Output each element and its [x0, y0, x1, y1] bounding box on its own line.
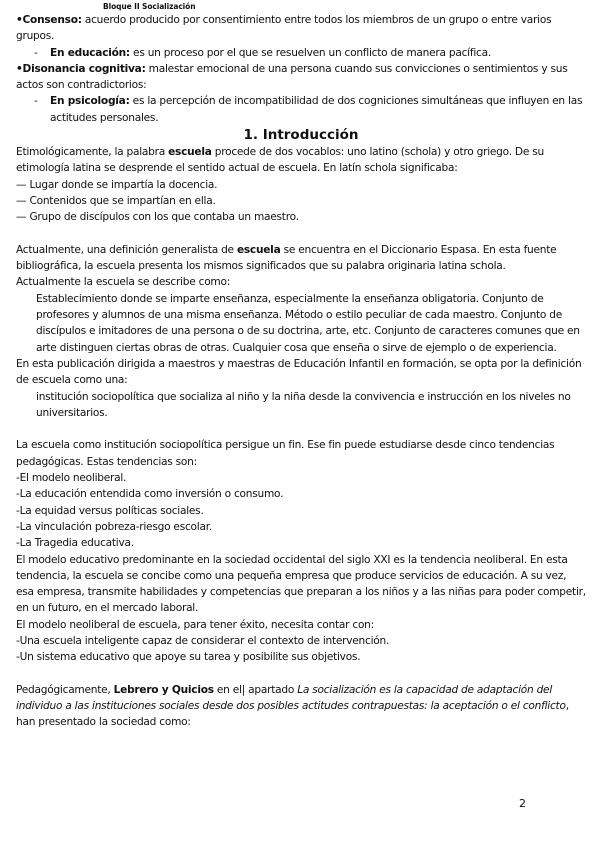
neoliberal-paragraph: El modelo educativo predominante en la sociedad occidental del siglo XXI es la tendencia neoliberal. En esta tendencia, la escuela se concibe como una pequeña empresa que produce servicios de educación. A su vez, esa empresa, transmite habilidades y competencias que preparan a los niños y a las niñas para poder competir, en un futuro, en el mercado laboral.: [16, 553, 586, 615]
list-item: -La Tragedia educativa.: [16, 537, 134, 550]
needs-intro: El modelo neoliberal de escuela, para tener éxito, necesita contar con:: [16, 618, 374, 631]
etymology-paragraph: Etimológicamente, la palabra escuela procede de dos vocablos: uno latino (schola) y otro griego. De su etimología latina se desprende el sentido actual de escuela. En latín schola significaba:: [16, 146, 544, 175]
espasa-paragraph: Actualmente, una definición generalista de escuela se encuentra en el Diccionario Espasa. En esta fuente bibliográfica, la escuela presenta los mismos significados que su palabra originaria latina schola.: [16, 243, 557, 273]
list-item: — Contenidos que se impartían en ella.: [16, 194, 216, 207]
term-consenso: •Consenso:: [16, 14, 82, 26]
running-header: Bloque II Socialización: [103, 2, 196, 11]
definition-disonancia: •Disonancia cognitiva: malestar emocional de una persona cuando sus convicciones o sentimientos y sus actos son contradictorios:: [16, 62, 568, 92]
list-item: -Una escuela inteligente capaz de considerar el contexto de intervención.: [16, 634, 390, 647]
term-psicologia: En psicología:: [50, 95, 130, 108]
publication-paragraph: En esta publicación dirigida a maestros y maestras de Educación Infantil en formación, se opta por la definición de escuela como una:: [16, 357, 582, 387]
page-content: [16, 12, 586, 731]
list-item: -La vinculación pobreza-riesgo escolar.: [16, 520, 212, 533]
definition-educacion: - En educación: es un proceso por el que se resuelven un conflicto de manera pacífica.: [34, 46, 491, 59]
definition-consenso: •Consenso: acuerdo producido por consentimiento entre todos los miembros de un grupo o entre varios grupos.: [16, 14, 552, 43]
definition-quote: institución sociopolítica que socializa al niño y la niña desde la convivencia e instrucción en los niveles no universitarios.: [36, 390, 571, 419]
list-item: -El modelo neoliberal.: [16, 472, 127, 485]
list-item: — Grupo de discípulos con los que contaba un maestro.: [16, 211, 299, 224]
list-item: -La equidad versus políticas sociales.: [16, 504, 204, 517]
list-item: — Lugar donde se impartía la docencia.: [16, 178, 218, 191]
definition-psicologia: - En psicología: es la percepción de incompatibilidad de dos cogniciones simultáneas que influyen en las actitudes personales.: [34, 95, 583, 124]
describe-line: Actualmente la escuela se describe como:: [16, 276, 231, 289]
closing-paragraph: Pedagógicamente, Lebrero y Quicios en el| apartado La socialización es la capacidad de adaptación del individuo a las instituciones sociales desde dos posibles actitudes contrapuestas: la aceptación o el conflicto, han presentado la sociedad como:: [16, 683, 569, 729]
dictionary-quote: Establecimiento donde se imparte enseñanza, especialmente la enseñanza obligatoria. Conjunto de profesores y alumnos de una misma enseñanza. Método o estilo peculiar de cada maestro. Conjunto de discípulos e imitadores de una persona o de su doctrina, arte, etc. Conjunto de caracteres comunes que en arte distinguen ciertas obras de otras. Cualquier cosa que enseña o sirve de ejemplo o de experiencia.: [36, 292, 580, 354]
list-item: -Un sistema educativo que apoye su tarea y posibilite sus objetivos.: [16, 651, 361, 664]
term-disonancia: •Disonancia cognitiva:: [16, 62, 146, 75]
section-title: 1. Introducción: [243, 127, 359, 144]
list-item: -La educación entendida como inversión o consumo.: [16, 488, 284, 501]
page-number: 2: [519, 797, 526, 810]
term-educacion: En educación:: [50, 46, 130, 59]
tendencies-intro: La escuela como institución sociopolítica persigue un fin. Ese fin puede estudiarse desde cinco tendencias pedagógicas. Estas tendencias son:: [16, 439, 555, 468]
